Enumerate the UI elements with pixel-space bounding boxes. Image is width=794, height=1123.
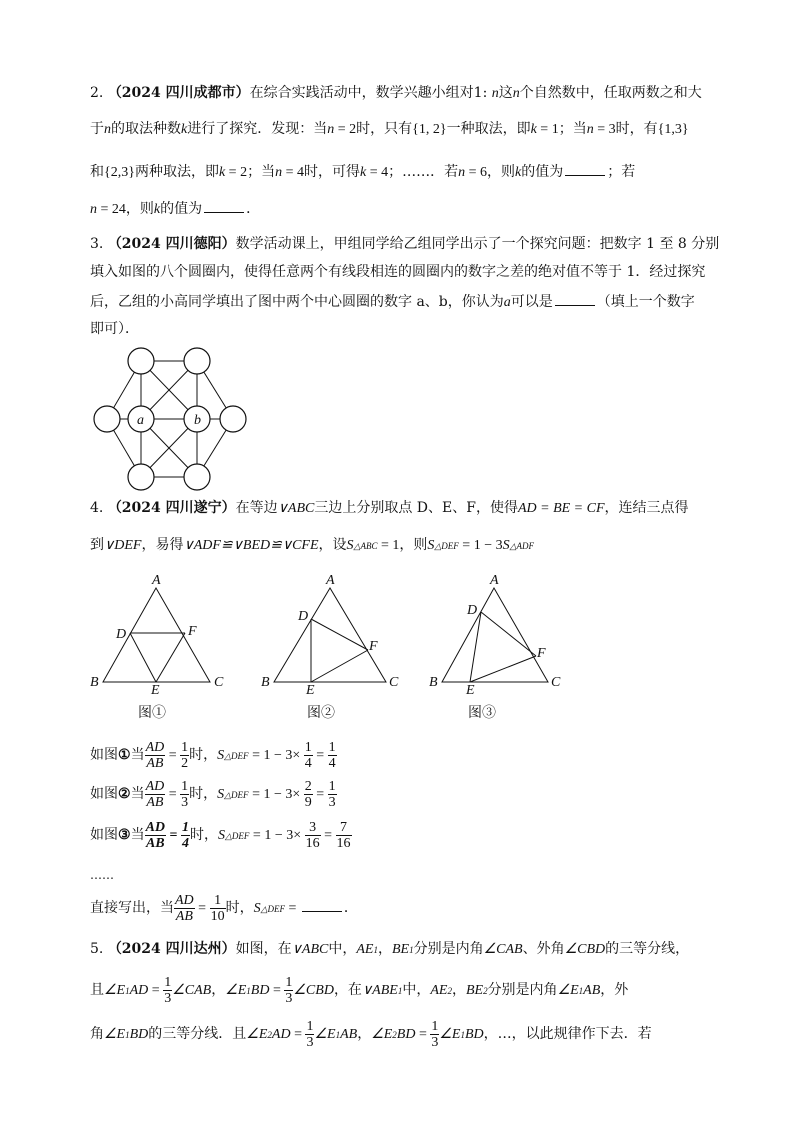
svg-text:A: A	[490, 573, 499, 588]
math: {2,3}	[104, 165, 135, 180]
q2-source: （2024 四川成都市）	[107, 85, 250, 101]
svg-text:B: B	[90, 675, 99, 690]
math: = 4	[282, 165, 304, 180]
answer-blank[interactable]	[204, 198, 244, 213]
q3-text: 填入如图的八个圆圈内，使得任意两个有线段相连的圆圈内的数字之差的绝对值不等于 1．经过探究	[90, 264, 706, 280]
q3-line-4	[90, 319, 139, 339]
svg-text:F: F	[369, 639, 378, 654]
q2-line-4	[90, 198, 260, 220]
svg-text:D: D	[116, 627, 127, 642]
figure-caption-1: 图①	[138, 705, 166, 721]
answer-blank[interactable]	[302, 897, 342, 912]
answer-blank[interactable]	[555, 291, 595, 306]
math: ∨DEF	[104, 538, 142, 553]
q4-text: ，则	[399, 537, 428, 553]
figure-caption-2: 图②	[307, 705, 335, 721]
q2-text: 的取法种数	[111, 121, 181, 137]
q4-final: 直接写出，当 $\frac{AD}{AB}$ = $\frac{1}{10}$ 时，S△DEF = ．	[90, 892, 358, 924]
math: k	[530, 122, 537, 137]
math: k	[515, 165, 522, 180]
q2-text: 的值为	[521, 164, 564, 180]
q3-text: （填上一个数字	[596, 294, 695, 310]
q3-line-3	[90, 291, 695, 313]
math: S	[346, 538, 354, 553]
svg-text:E: E	[306, 683, 315, 696]
q2-line-2	[90, 119, 689, 140]
q5-number: 5.	[90, 941, 104, 957]
math: n	[275, 165, 283, 180]
math: k	[181, 122, 188, 137]
q4-text: 在等边	[235, 500, 278, 516]
math: = 2	[225, 165, 248, 180]
q4-source: （2024 四川遂宁）	[107, 500, 236, 516]
math: n	[586, 122, 594, 137]
math: k	[153, 202, 161, 217]
node-label-a: a	[137, 413, 144, 428]
q4-line-2: 到∨DEF，易得∨ADF≌∨BED≌∨CFE，设S△ABC = 1，则S△DEF = 1 − 3S△ADF	[90, 537, 535, 553]
math: {1, 2}	[412, 122, 447, 137]
math: = 2	[334, 122, 357, 137]
q4-result-2: 如图②当 $\frac{AD}{AB}$ = $\frac{1}{3}$ 时，S△DEF = 1 − 3× $\frac{2}{9}$ = $\frac{1}{3}$	[90, 778, 336, 810]
math: = 4	[366, 165, 389, 180]
q2-text: ；当	[247, 164, 276, 180]
q2-text: 进行了探究．发现：当	[187, 121, 328, 137]
q2-text: 时，有	[615, 121, 658, 137]
svg-text:A: A	[326, 573, 335, 588]
math: k	[218, 165, 226, 180]
svg-text:C: C	[551, 675, 561, 690]
graph-node	[220, 406, 246, 432]
figure-caption-3: 图③	[468, 705, 496, 721]
q2-text: 于	[90, 121, 104, 137]
svg-text:E: E	[151, 683, 160, 696]
q5-source: （2024 四川达州）	[107, 941, 236, 957]
math: S	[502, 538, 510, 553]
svg-text:E: E	[466, 683, 475, 696]
q4-text: ，易得	[141, 537, 184, 553]
q2-text: 时，只有	[356, 121, 413, 137]
graph-node	[184, 348, 210, 374]
q2-text: 两种取法，即	[134, 164, 219, 180]
math: = 1	[536, 122, 559, 137]
q5-line-3: 角∠E1BD的三等分线．且∠E2AD = $\frac{1}{3}$ ∠E1AB，∠E2BD = $\frac{1}{3}$ ∠E1BD，…，以此规律作下去．若	[90, 1018, 652, 1050]
math: n	[104, 122, 111, 137]
q2-text: 的值为	[160, 201, 203, 217]
q3-text: 可以是	[510, 294, 553, 310]
q2-text: 个自然数中，任取两数之和大	[519, 85, 702, 101]
math: k	[359, 165, 367, 180]
q2-text: 在综合实践活动中，数学兴趣小组对1:	[249, 85, 488, 101]
math: n	[512, 86, 520, 101]
q4-text: ，设	[318, 537, 347, 553]
node-label-b: b	[194, 413, 201, 428]
q3-source: （2024 四川德阳）	[107, 236, 236, 252]
q4-number: 4.	[90, 500, 104, 516]
q3-text: 后，乙组的小高同学填出了图中两个中心圆圈的数字 a、b，你认为	[90, 294, 504, 310]
math: n	[90, 202, 97, 217]
q2-text: ；……．若	[388, 164, 459, 180]
math: ∨ABC	[277, 501, 315, 516]
math: n	[491, 86, 499, 101]
svg-text:D: D	[467, 603, 478, 618]
q4-line-1	[90, 498, 689, 519]
graph-node	[128, 464, 154, 490]
q3-line-1	[90, 234, 719, 254]
q2-text: ，则	[125, 201, 154, 217]
q5-line-2: 且∠E1AD = $\frac{1}{3}$ ∠CAB，∠E1BD = $\frac{1}{3}$ ∠CBD，在∨ABE1中，AE2，BE2分别是内角∠E1AB，外	[90, 974, 629, 1006]
q2-text: ；若	[607, 164, 636, 180]
svg-text:B: B	[429, 675, 438, 690]
svg-text:C: C	[389, 675, 399, 690]
q4-text: 到	[90, 537, 104, 553]
math: = 1	[377, 538, 400, 553]
math: n	[458, 165, 466, 180]
math: S	[427, 538, 435, 553]
triangle-figure-1	[88, 570, 232, 696]
math: AD = BE = CF	[517, 501, 605, 516]
q4-result-1: 如图①当 $\frac{AD}{AB}$ = $\frac{1}{2}$ 时，S△DEF = 1 − 3× $\frac{1}{4}$ = $\frac{1}{4}$	[90, 739, 336, 771]
graph-node	[184, 464, 210, 490]
math: = 3	[593, 122, 616, 137]
q2-text: ．	[246, 201, 261, 217]
triangle-figure-3	[426, 570, 572, 696]
svg-text:F: F	[537, 646, 546, 661]
graph-node	[94, 406, 120, 432]
math: a	[503, 295, 511, 310]
q5-line-1: 5. （2024 四川达州）如图，在∨ABC中，AE1，BE1分别是内角∠CAB、外角∠CBD的三等分线，	[90, 941, 690, 957]
q2-text: 时，可得	[303, 164, 360, 180]
svg-text:F: F	[188, 624, 197, 639]
svg-text:A: A	[152, 573, 161, 588]
triangle-figure-2	[258, 570, 406, 696]
q2-number: 2.	[90, 85, 104, 101]
q2-text: 和	[90, 164, 104, 180]
q4-text: ，连结三点得	[604, 500, 689, 516]
q2-line-1	[90, 83, 702, 104]
circle-graph-figure	[88, 347, 252, 495]
q4-result-3: 如图③当 $\frac{AD}{AB}$ = $\frac{1}{4}$ 时，S△DEF = 1 − 3× $\frac{3}{16}$ = $\frac{7}{16}$	[90, 819, 351, 851]
q2-text: ；当	[558, 121, 587, 137]
math: n	[327, 122, 335, 137]
svg-text:B: B	[261, 675, 270, 690]
svg-text:C: C	[214, 675, 224, 690]
math: = 1 − 3	[458, 538, 503, 553]
q2-text: ，则	[487, 164, 516, 180]
q2-line-3	[90, 161, 635, 183]
q3-text: 数学活动课上，甲组同学给乙组同学出示了一个探究问题：把数字 1 至 8 分别	[235, 236, 720, 252]
math: = 6	[465, 165, 488, 180]
math: = 24	[97, 202, 126, 217]
graph-node	[128, 348, 154, 374]
answer-blank[interactable]	[565, 161, 605, 176]
q4-ellipsis: ……	[90, 868, 114, 882]
math: {1,3}	[657, 122, 689, 137]
q2-text: 这	[498, 85, 513, 101]
q2-text: 一种取法，即	[446, 121, 531, 137]
q3-number: 3.	[90, 236, 104, 252]
q3-text: 即可）．	[90, 321, 139, 337]
math: ∨ADF≌∨BED≌∨CFE	[183, 538, 319, 553]
q4-text: 三边上分别取点 D、E、F，使得	[314, 500, 518, 516]
q3-line-2	[90, 262, 705, 282]
svg-text:D: D	[298, 609, 309, 624]
